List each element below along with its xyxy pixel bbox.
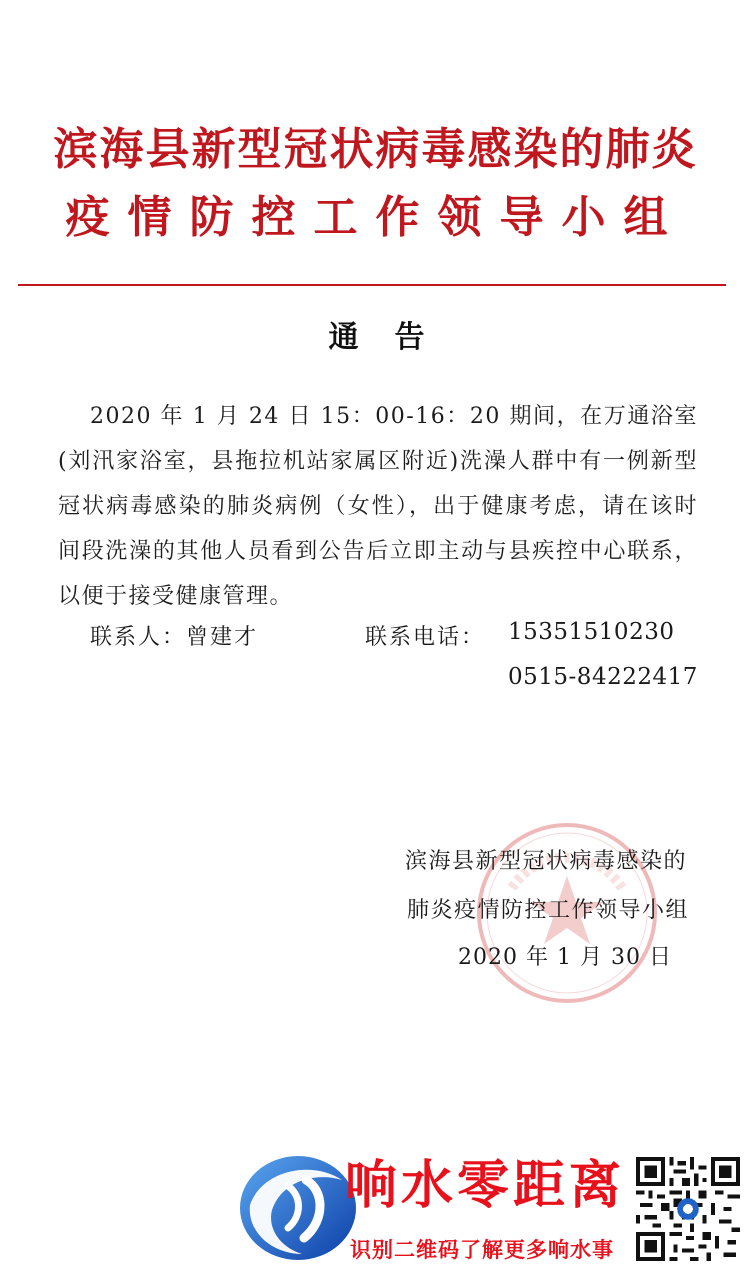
- signature-date: 2020 年 1 月 30 日: [458, 945, 672, 970]
- xiangshui-logo-icon: [232, 1150, 360, 1265]
- header-title-line1: 滨海县新型冠状病毒感染的肺炎: [53, 124, 698, 175]
- contact-phone-2: 0515-84222417: [508, 664, 698, 690]
- notice-body: 2020 年 1 月 24 日 15：00-16：20 期间，在万通浴室(刘汛家浴室，县拖拉机站家属区附近)洗澡人群中有一例新型冠状病毒感染的肺炎病例（女性），出于健康考虑，请在该时间段洗澡的其他人员看到公告后立即主动与县疾控中心联系，以便于接受健康管理。: [58, 404, 698, 609]
- signature-org-line2: 肺炎疫情防控工作领导小组: [407, 898, 690, 923]
- signature-org-line1: 滨海县新型冠状病毒感染的: [405, 849, 688, 874]
- notice-title: 通告: [328, 320, 461, 355]
- contact-phone-1: 15351510230: [508, 619, 675, 645]
- contact-person: 联系人：曾建才: [90, 625, 259, 650]
- brand-name: 响水零距离: [345, 1156, 626, 1216]
- brand-slogan: 识别二维码了解更多响水事: [350, 1238, 614, 1262]
- qr-code-icon[interactable]: [636, 1157, 740, 1261]
- header-title-line2: 疫情防控工作领导小组: [65, 192, 686, 243]
- contact-phone-label: 联系电话：: [365, 625, 486, 650]
- header-divider: [18, 284, 726, 286]
